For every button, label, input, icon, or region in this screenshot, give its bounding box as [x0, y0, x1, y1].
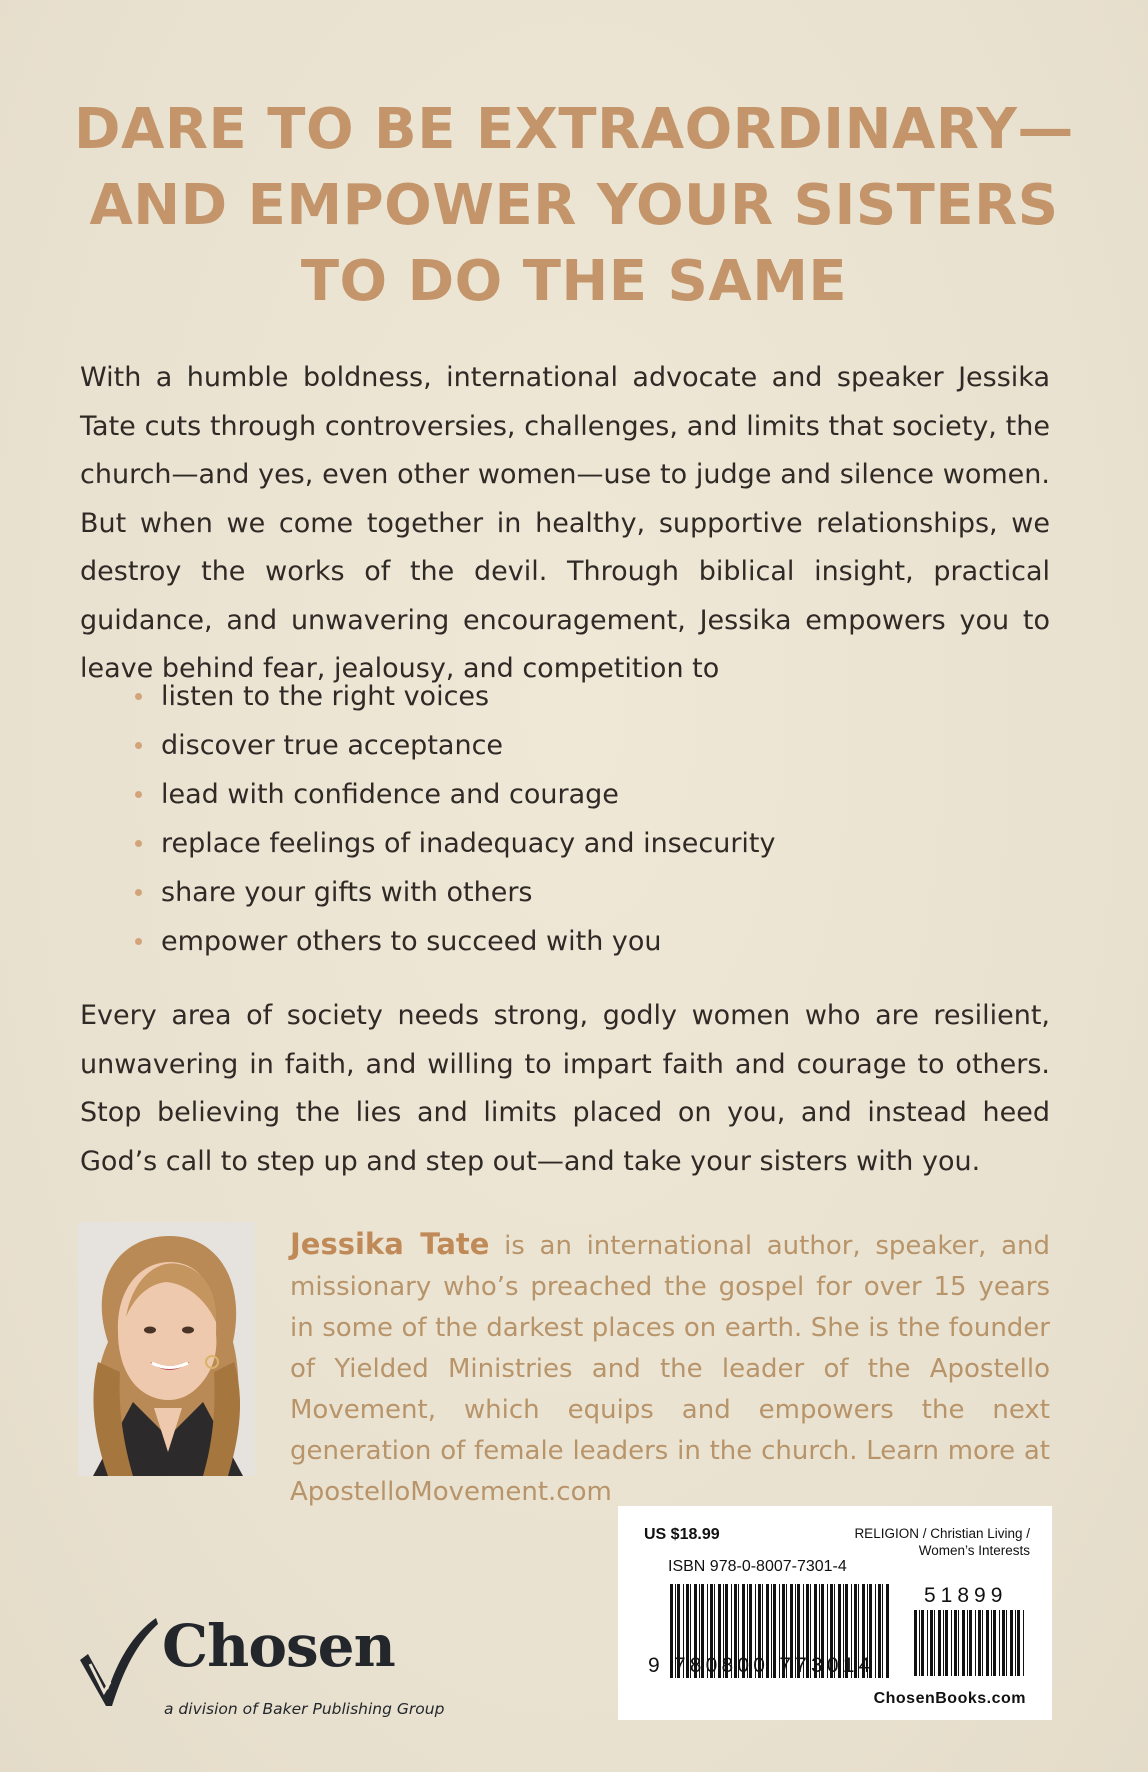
list-item-text: listen to the right voices — [161, 681, 490, 712]
bullet-icon — [135, 791, 142, 798]
list-item-text: empower others to succeed with you — [161, 926, 662, 957]
list-item-text: lead with confidence and courage — [161, 779, 619, 810]
price-label: US $18.99 — [644, 1526, 720, 1543]
benefit-list — [135, 672, 776, 966]
bullet-icon — [135, 938, 142, 945]
list-item — [135, 819, 776, 868]
closing-paragraph: Every area of society needs strong, godly women who are resilient, unwavering in faith, and willing to impart faith and courage to others. Stop believing the lies and limits placed on you, and instead heed God’s call to step up and step out—and take your sisters with you. — [80, 1000, 1050, 1177]
author-portrait-image — [78, 1222, 255, 1476]
headline — [60, 92, 1088, 320]
list-item — [135, 672, 776, 721]
chosen-check-icon — [78, 1612, 160, 1712]
publisher-logo — [78, 1608, 458, 1728]
headline-line-1: DARE TO BE EXTRAORDINARY— — [74, 97, 1074, 162]
barcode-image — [618, 1506, 1052, 1720]
list-item — [135, 770, 776, 819]
publisher-tagline: a division of Baker Publishing Group — [164, 1700, 445, 1718]
list-item — [135, 917, 776, 966]
isbn-label: ISBN 978-0-8007-7301-4 — [668, 1558, 847, 1575]
bullet-icon — [135, 693, 142, 700]
bullet-icon — [135, 889, 142, 896]
price-code-label: 51899 — [924, 1584, 1008, 1607]
list-item-text: discover true acceptance — [161, 730, 504, 761]
author-name: Jessika Tate — [290, 1227, 490, 1261]
category-line-2: Women’s Interests — [918, 1543, 1030, 1558]
list-item-text: replace feelings of inadequacy and insecurity — [161, 828, 776, 859]
list-item — [135, 868, 776, 917]
author-photo — [78, 1222, 255, 1476]
headline-line-3: TO DO THE SAME — [300, 249, 848, 314]
list-item — [135, 721, 776, 770]
category-line-1: RELIGION / Christian Living / — [854, 1526, 1030, 1541]
headline-line-2: AND EMPOWER YOUR SISTERS — [89, 173, 1059, 238]
website-label: ChosenBooks.com — [873, 1690, 1026, 1707]
bullet-icon — [135, 742, 142, 749]
barcode-digits: 9 780800 773014 — [648, 1654, 875, 1677]
barcode-panel — [618, 1506, 1052, 1720]
bullet-icon — [135, 840, 142, 847]
author-bio-text: is an international author, speaker, and missionary who’s preached the gospel for over 15 years in some of the darkest places on earth. She is the founder of Yielded Ministries and the leader of the Apostello Movement, which equips and empowers the next generation of female leaders in the church. Learn more at ApostelloMovement.com — [290, 1231, 1050, 1507]
intro-paragraph: With a humble boldness, international advocate and speaker Jessika Tate cuts through controversies, challenges, and limits that society, the church—and yes, even other women—use to judge and silence women. But when we come together in healthy, supportive relationships, we destroy the works of the devil. Through biblical insight, practical guidance, and unwavering encouragement, Jessika empowers you to leave behind fear, jealousy, and competition to — [80, 362, 1050, 684]
list-item-text: share your gifts with others — [161, 877, 533, 908]
publisher-name: Chosen — [162, 1612, 395, 1680]
author-bio — [290, 1224, 1050, 1513]
